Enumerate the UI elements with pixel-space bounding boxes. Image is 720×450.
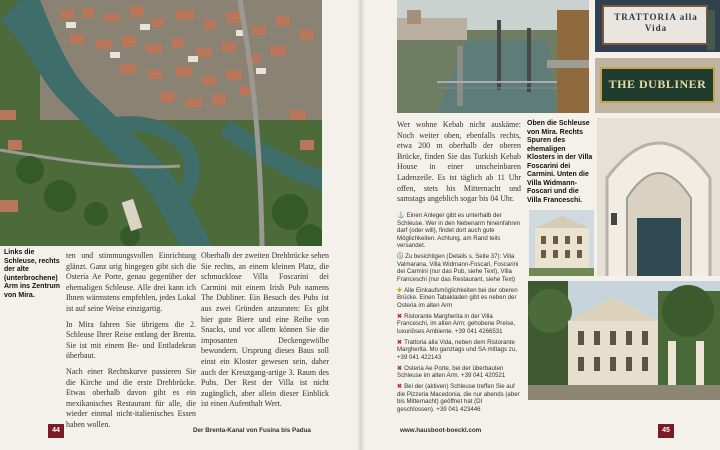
left-photo-caption: Links die Schleuse, rechts der alte (unterbrochene) Arm ins Zentrum von Mira.	[4, 249, 61, 299]
photo-dubliner-sign	[595, 58, 720, 113]
info-text: Einen Anleger gibt es unterhalb der Schleuse. Wer in den Nebenarm hineinfahren darf (oder will), findet dort auch gute Möglichkeiten. Achtung, am Rand teils versandet.	[397, 212, 521, 250]
info-item-restaurant	[397, 313, 521, 336]
book-gutter	[357, 0, 365, 450]
info-text: Trattoria alla Vida, neben dem Ristorante Margherita. Mo ganztags und SA mittags zu, +39 041 422143	[397, 338, 517, 361]
info-item-shopping	[397, 287, 521, 310]
info-text: Bei der (aktiven) Schleuse treffen Sie auf die Pizzeria Macedonia, die nur abends (aber bis Mitternacht) geöffnet hat (DI geschlossen). +39 041 423446	[397, 383, 520, 413]
restaurant-icon: ✖	[397, 338, 403, 346]
info-item-anchor	[397, 212, 521, 250]
photo-lock-mira	[397, 0, 589, 113]
trattoria-sign-text: TRATTORIA alla Vida	[614, 12, 698, 33]
page-number-right: 45	[658, 424, 674, 438]
page-number-left: 44	[48, 424, 64, 438]
info-item-restaurant	[397, 383, 521, 413]
restaurant-icon: ✖	[397, 312, 403, 320]
left-text-column-1	[66, 251, 196, 436]
photo-trattoria-sign	[595, 0, 720, 52]
info-text: Osteria Ae Porte, bei der überbauten Schleuse im alten Arm. +39 041 420521	[397, 364, 506, 380]
photo-villa-franceschi	[528, 281, 720, 400]
paragraph: ten und stimmungsvollen Einrichtung glänzt. Ganz urig hingegen gibt sich die Osteria Ae Porte, genau gegenüber der ehemaligen Schleuse. Alle drei kann ich Ihnen wärmstens empfehlen, jedes Lokal ist auf seine Weise einzigartig.	[66, 251, 196, 313]
photo-villa-widmann-foscari	[529, 210, 594, 276]
left-text-column-2	[201, 251, 329, 415]
info-item-restaurant	[397, 339, 521, 362]
info-list	[397, 212, 521, 417]
aerial-photo-mira	[0, 0, 322, 246]
info-icon: ⓘ	[397, 253, 404, 261]
shopping-icon: ✚	[397, 286, 403, 294]
restaurant-icon: ✖	[397, 383, 403, 390]
info-text: Ristorante Margherita in der Villa Franceschi, im alten Arm; gehobene Preise, luxuriöses Ambiente. +39 041 4266531	[397, 312, 516, 335]
info-text: Alle Einkaufsmöglichkeiten bei der oberen Brücke. Einen Tabakladen gibt es neben der Osteria im alten Arm	[397, 286, 518, 309]
paragraph: Wer wohne Kebab nicht auskäme: Noch weiter oben, ebenfalls rechts, etwa 200 m oberhalb der oberen Brücke, finden Sie das Turkish Kebab House in einer unscheinbaren Ladenzeile. Es ist täglich ab 11 Uhr offen, stets bis Mitternacht und samstags angeblich sogar bis 04 Uhr.	[397, 120, 521, 204]
right-photo-caption: Oben die Schleuse von Mira. Rechts Spuren des ehemaligen Klosters in der Villa Foscarini dei Carmini. Unten die Villa Widmann-Foscari und die Villa Franceschi.	[527, 120, 593, 204]
right-intro-text	[397, 120, 521, 210]
restaurant-icon: ✖	[397, 364, 403, 372]
paragraph: Nach einer Rechtskurve passieren Sie die Kirche und die erste Drehbrücke. Etwas oberhalb davon gibt es ein mexikanisches Restaurant für alle, die wieder einmal nicht-italienisches Essen haben wollen.	[66, 366, 196, 429]
dubliner-sign-text: THE DUBLINER	[608, 77, 707, 91]
footer-website-url[interactable]: www.hausboot-boeckl.com	[400, 427, 482, 434]
info-item-restaurant	[397, 365, 521, 380]
footer-chapter-title: Der Brenta-Kanal von Fusina bis Padua	[193, 427, 311, 434]
anchor-icon: ⚓	[397, 212, 405, 219]
paragraph: In Mira fahren Sie übrigens die 2. Schleuse Ihrer Reise entlang der Brenta. Sie ist mit einem Be- und Entladekran überbaut.	[66, 319, 196, 361]
paragraph: Oberhalb der zweiten Drehbrücke sehen Sie rechts, an einem kleinen Platz, die schmucklose Villa Foscarini dei Carmini mit einem Irish Pub namens The Dubliner. Ein Besuch des Pubs ist aus zwei Gründen anzuraten: Es gibt hier gute Biere und eine Reihe von Snacks, und vor allem können Sie die imposanten Deckengewölbe bewundern. Ursprung dieses Baus soll einst ein Kloster gewesen sein, daher auch der Kreuzgang-artige 3. Raum des Pubs. Der Rest der Villa ist nicht zugänglich, aber allein dieser Einblick ist einen Aufenthalt Wert.	[201, 251, 329, 409]
photo-cloister-vault	[597, 118, 720, 276]
info-text: Zu besichtigen (Details s. Seite 37): Villa Valmarana, Villa Widmann-Foscari, Foscarini dei Carmini (nur das Pub, siehe Text), Villa Franceschi (nur das Restaurant, siehe Text)	[397, 253, 519, 283]
info-item-sights	[397, 253, 521, 283]
